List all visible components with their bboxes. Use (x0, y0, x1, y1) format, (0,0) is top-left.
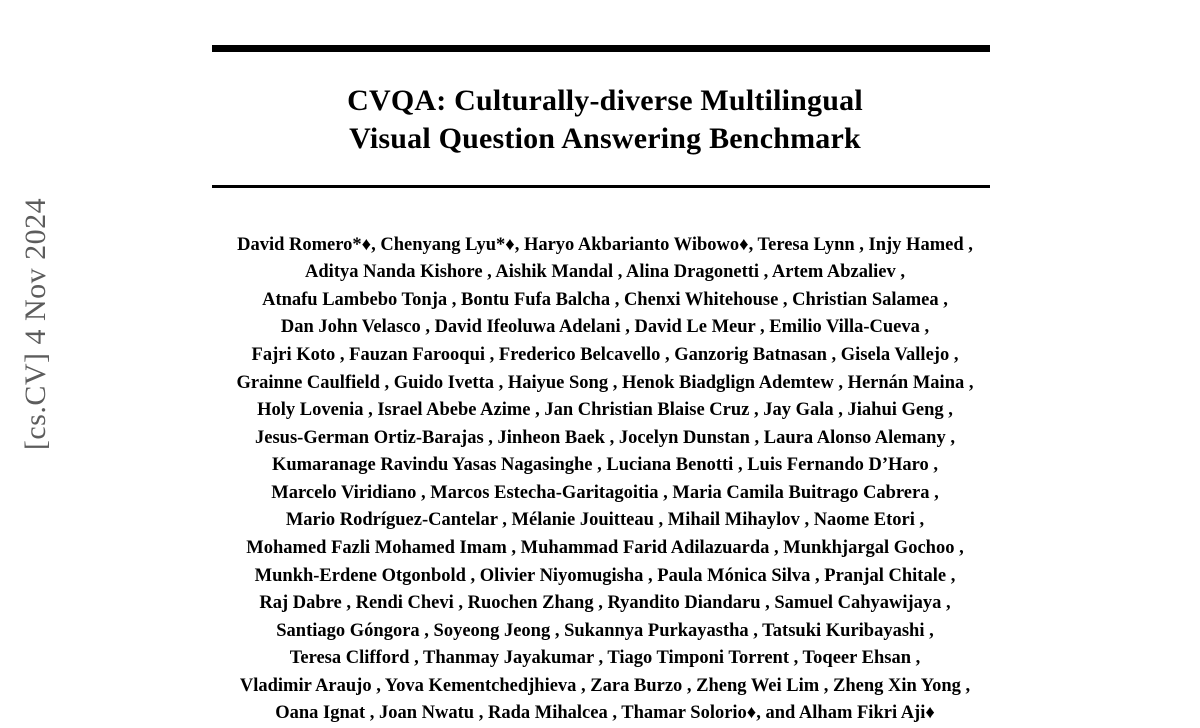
page-title-line-2: Visual Question Answering Benchmark (349, 122, 861, 156)
author-line: Munkh-Erdene Otgonbold , Olivier Niyomugisha , Paula Mónica Silva , Pranjal Chitale , (254, 565, 956, 586)
paper-body (180, 0, 1030, 724)
title-rule-top (212, 45, 990, 52)
title-rule-bottom (212, 185, 990, 188)
author-line: Teresa Clifford , Thanmay Jayakumar , Tiago Timponi Torrent , Toqeer Ehsan , (289, 648, 921, 669)
arxiv-stamp (0, 0, 72, 648)
author-line: Santiago Góngora , Soyeong Jeong , Sukannya Purkayastha , Tatsuki Kuribayashi , (276, 620, 934, 641)
author-line: Grainne Caulfield , Guido Ivetta , Haiyue Song , Henok Biadglign Ademtew , Hernán Maina , (236, 372, 974, 393)
author-line: Fajri Koto , Fauzan Farooqui , Frederico Belcavello , Ganzorig Batnasan , Gisela Vallejo , (251, 345, 959, 366)
author-line: Dan John Velasco , David Ifeoluwa Adelani , David Le Meur , Emilio Villa-Cueva , (280, 317, 930, 338)
author-line: Aditya Nanda Kishore , Aishik Mandal , Alina Dragonetti , Artem Abzaliev , (305, 262, 905, 283)
author-line: Oana Ignat , Joan Nwatu , Rada Mihalcea , Thamar Solorio♦, and Alham Fikri Aji♦ (275, 703, 935, 724)
author-line: Vladimir Araujo , Yova Kementchedjhieva , Zara Burzo , Zheng Wei Lim , Zheng Xin Yong , (239, 675, 971, 696)
author-line: Mario Rodríguez-Cantelar , Mélanie Jouitteau , Mihail Mihaylov , Naome Etori , (285, 510, 925, 531)
author-line: Jesus-German Ortiz-Barajas , Jinheon Baek , Jocelyn Dunstan , Laura Alonso Alemany , (255, 427, 955, 448)
author-line: Marcelo Viridiano , Marcos Estecha-Garitagoitia , Maria Camila Buitrago Cabrera , (271, 482, 939, 503)
author-list (180, 232, 1030, 728)
author-line: Raj Dabre , Rendi Chevi , Ruochen Zhang , Ryandito Diandaru , Samuel Cahyawijaya , (259, 593, 951, 614)
page-title-line-1: CVQA: Culturally-diverse Multilingual (347, 84, 863, 117)
arxiv-stamp-text: [cs.CV] 4 Nov 2024 (19, 197, 52, 451)
page-title (180, 82, 1030, 159)
author-line: Kumaranage Ravindu Yasas Nagasinghe , Luciana Benotti , Luis Fernando D’Haro , (271, 455, 939, 476)
author-line: Mohamed Fazli Mohamed Imam , Muhammad Farid Adilazuarda , Munkhjargal Gochoo , (246, 537, 964, 558)
author-line: Atnafu Lambebo Tonja , Bontu Fufa Balcha , Chenxi Whitehouse , Christian Salamea , (262, 289, 948, 310)
author-line: David Romero*♦, Chenyang Lyu*♦, Haryo Akbarianto Wibowo♦, Teresa Lynn , Injy Hamed , (237, 234, 973, 255)
author-line: Holy Lovenia , Israel Abebe Azime , Jan Christian Blaise Cruz , Jay Gala , Jiahui Geng , (257, 400, 953, 421)
